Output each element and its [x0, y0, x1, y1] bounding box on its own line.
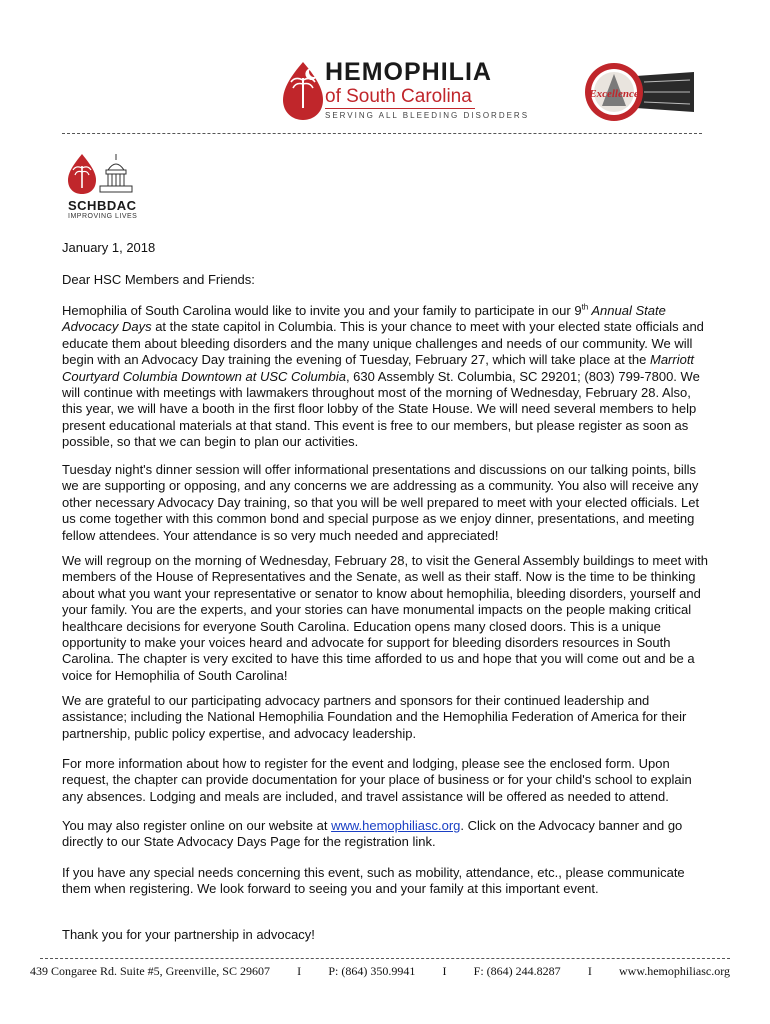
footer-fax: F: (864) 244.8287: [473, 964, 561, 978]
letter-closing: Thank you for your partnership in advocacy!: [62, 927, 315, 942]
logo-subtitle: of South Carolina: [325, 86, 472, 107]
logo-title: HEMOPHILIA: [325, 58, 492, 86]
footer-phone: P: (864) 350.9941: [328, 964, 416, 978]
p1-text-e: , 630 Assembly St. Columbia, SC 29201; (803) 799-7800. We will continue with meetings with lawmakers throughout most of the morning of Wednesday, February 28. Also, this year, we will have a booth in the first floor lobby of the State House. We will need several members to help present educational materials at that stand. This event is free to our members, but please register as soon as possible, so that we can begin to plan our activities.: [62, 368, 700, 450]
seal-text: Excellence: [589, 88, 639, 100]
paragraph-special-needs: If you have any special needs concerning this event, such as mobility, attendance, etc., please communicate them when registering. We look forward to seeing you and your family at this important event.: [62, 865, 685, 897]
p6-text-b: . Click on the Advocacy banner and go directly to our State Advocacy Days Page for the registration link.: [62, 818, 683, 850]
paragraph-online-registration: [62, 818, 710, 851]
p6-text-a: You may also register online on our website at: [62, 818, 332, 833]
footer-separator: I: [587, 964, 592, 978]
letter-salutation: Dear HSC Members and Friends:: [62, 272, 255, 287]
paragraph-regroup: We will regroup on the morning of Wednesday, February 28, to visit the General Assembly buildings to meet with members of the House of Representatives and the Senate, as well as their staff. Now is the time to be thinking about what you want your representative or senator to know about hemophilia, bleeding disorders, yourself and your family. You are the experts, and your stories can have monumental impacts on the people making critical healthcare decisions for everyone South Carolina. Education opens many closed doors. This is a unique opportunity to make your voices heard and advocate for support for bleeding disorders resources in South Carolina. The chapter is very excited to have this time afforded to us and hope that you will come out and be a voice for Hemophilia of South Carolina!: [62, 553, 708, 683]
footer-website[interactable]: www.hemophiliasc.org: [619, 964, 730, 978]
logo-tagline: SERVING ALL BLEEDING DISORDERS: [325, 111, 530, 120]
footer-address: 439 Congaree Rd. Suite #5, Greenville, SC 29607: [30, 964, 270, 978]
footer-separator: I: [297, 964, 302, 978]
logo-rule: [325, 108, 475, 109]
p1-text-a: Hemophilia of South Carolina would like to invite you and your family to participate in our 9: [62, 303, 582, 318]
p1-event-name: Annual State Advocacy Days: [62, 303, 666, 335]
website-link[interactable]: www.hemophiliasc.org: [331, 818, 461, 833]
footer: [30, 964, 730, 979]
paragraph-more-info: For more information about how to register for the event and lodging, please see the enclosed form. Upon request, the chapter can provide documentation for your place of business or for your child's school to explain any absences. Lodging and meals are included, and travel assistance will be offered as needed to attend.: [62, 756, 692, 804]
paragraph-dinner-session: Tuesday night's dinner session will offer informational presentations and discussions on our talking points, bills we are supporting or opposing, and any concerns we are addressing as a community. You also will receive any other necessary Advocacy Day training, so that you will be well prepared to meet with your elected officials. Let us come together with this common bond and special purpose as we enjoy dinner, presentations, and meeting fellow attendees. Your attendance is so very much needed and appreciated!: [62, 462, 700, 543]
schbdac-tagline: IMPROVING LIVES: [68, 213, 138, 220]
state-house-icon: [100, 154, 132, 192]
p1-superscript: th: [581, 302, 589, 312]
excellence-seal-icon: [584, 62, 694, 122]
palmetto-drop-icon: [283, 62, 323, 120]
letter-date: January 1, 2018: [62, 240, 156, 255]
footer-divider: [40, 958, 730, 959]
footer-separator: I: [442, 964, 447, 978]
palmetto-drop-icon: [68, 154, 96, 194]
p1-venue: Marriott Courtyard Columbia Downtown at USC Columbia: [62, 352, 695, 384]
schbdac-name: SCHBDAC: [68, 198, 137, 213]
header-divider: [62, 133, 702, 134]
paragraph-partners: We are grateful to our participating advocacy partners and sponsors for their continued leadership and assistance; including the National Hemophilia Foundation and the Hemophilia Federation of America for their partnership, public policy expertise, and advocacy leadership.: [62, 693, 687, 741]
p1-text-c: at the state capitol in Columbia. This is your chance to meet with your elected state officials and educate them about bleeding disorders and the many unique challenges and needs of our community. We will begin with an Advocacy Day training the evening of Tuesday, February 27, which will take place at the: [62, 319, 704, 368]
paragraph-invitation: [62, 303, 710, 451]
